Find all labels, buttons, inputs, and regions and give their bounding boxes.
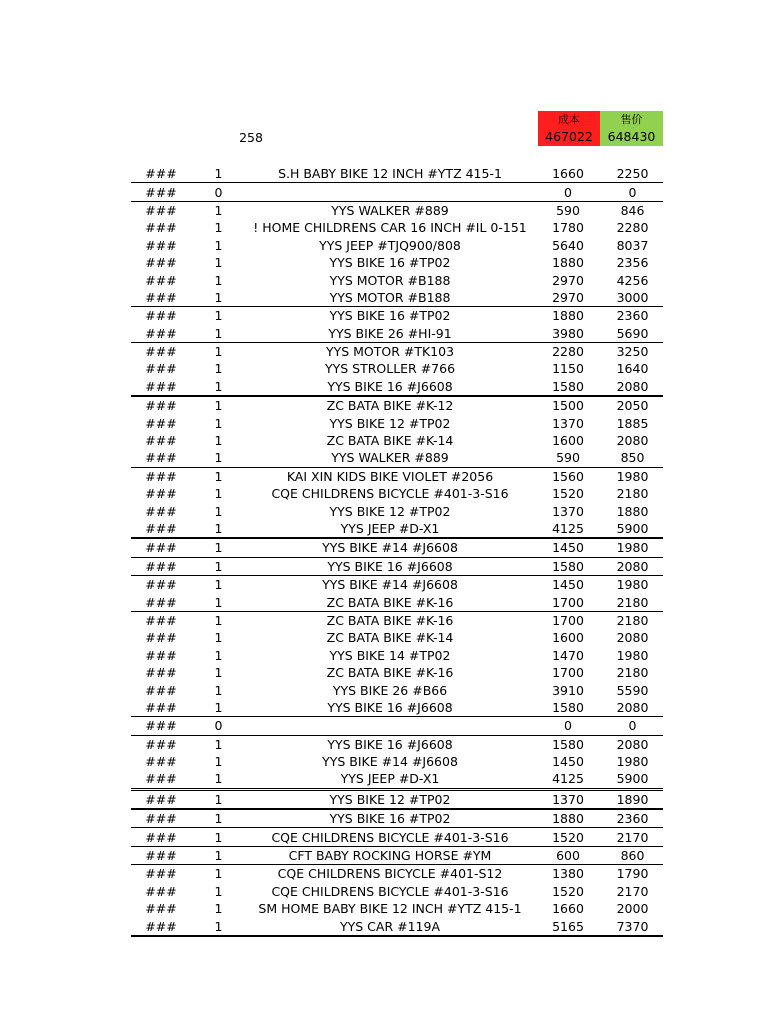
table-row bbox=[131, 538, 663, 557]
date-cell: ### bbox=[145, 202, 177, 218]
sale-price-cell: 1980 bbox=[616, 647, 649, 663]
quantity-cell: 1 bbox=[191, 325, 246, 343]
product-name-cell: YYS MOTOR #TK103 bbox=[325, 344, 455, 360]
date-cell: ### bbox=[145, 468, 177, 484]
quantity-cell: 1 bbox=[214, 255, 223, 271]
cost-cell: 1660 bbox=[552, 901, 584, 917]
product-name-cell: YYS BIKE 12 #TP02 bbox=[329, 415, 451, 431]
date-cell: ### bbox=[131, 828, 191, 846]
sale-price-cell: 1890 bbox=[602, 789, 663, 809]
date-cell: ### bbox=[131, 538, 191, 557]
sale-price-cell: 1980 bbox=[602, 538, 663, 557]
cost-cell: 1880 bbox=[534, 809, 602, 828]
quantity-cell: 1 bbox=[191, 449, 246, 467]
table-row bbox=[131, 809, 663, 828]
cost-header-label: 成本 bbox=[558, 113, 580, 126]
quantity-cell: 1 bbox=[191, 828, 246, 846]
table-row bbox=[131, 237, 663, 254]
sales-table bbox=[131, 165, 663, 937]
product-name-cell: YYS BIKE #14 #J6608 bbox=[246, 538, 534, 557]
sale-price-cell: 2000 bbox=[616, 901, 649, 917]
cost-cell: 1370 bbox=[534, 789, 602, 809]
date-cell: ### bbox=[131, 289, 191, 307]
cost-cell: 2970 bbox=[534, 289, 602, 307]
table-row bbox=[131, 485, 663, 502]
sale-total: 648430 bbox=[607, 129, 656, 144]
date-cell: ### bbox=[145, 630, 177, 646]
table-row bbox=[131, 219, 663, 236]
date-cell: ### bbox=[145, 398, 177, 414]
table-row bbox=[131, 342, 663, 360]
cost-cell: 1580 bbox=[534, 378, 602, 396]
table-row bbox=[131, 432, 663, 449]
date-cell: ### bbox=[145, 308, 177, 324]
sale-price-cell: 2280 bbox=[616, 220, 649, 236]
sale-price-cell: 5900 bbox=[602, 520, 663, 538]
sale-price-cell: 2080 bbox=[616, 433, 649, 449]
quantity-cell: 1 bbox=[191, 289, 246, 307]
quantity-cell: 1 bbox=[214, 415, 223, 431]
sale-price-cell: 2360 bbox=[616, 308, 649, 324]
date-cell: ### bbox=[131, 593, 191, 611]
quantity-cell: 1 bbox=[214, 433, 223, 449]
product-name-cell: ZC BATA BIKE #K-14 bbox=[326, 433, 454, 449]
table-row bbox=[131, 557, 663, 575]
quantity-cell: 1 bbox=[214, 202, 223, 218]
quantity-cell: 1 bbox=[191, 846, 246, 864]
sale-price-cell: 2356 bbox=[616, 255, 649, 271]
table-row bbox=[131, 183, 663, 201]
product-name-cell: ZC BATA BIKE #K-16 bbox=[246, 593, 534, 611]
product-name-cell: CQE CHILDRENS BICYCLE #401-3-S16 bbox=[271, 883, 509, 899]
cost-cell: 2970 bbox=[552, 272, 584, 288]
quantity-cell: 1 bbox=[191, 378, 246, 396]
date-cell: ### bbox=[145, 433, 177, 449]
product-name-cell: YYS BIKE #14 #J6608 bbox=[322, 577, 458, 593]
quantity-cell: 1 bbox=[191, 699, 246, 717]
table-row bbox=[131, 900, 663, 917]
table-row bbox=[131, 502, 663, 519]
date-cell: ### bbox=[131, 378, 191, 396]
product-name-cell bbox=[246, 183, 534, 201]
sale-price-cell: 5690 bbox=[602, 325, 663, 343]
date-cell: ### bbox=[131, 699, 191, 717]
sale-price-cell: 2180 bbox=[616, 612, 649, 628]
table-row bbox=[131, 629, 663, 646]
table-row bbox=[131, 681, 663, 698]
cost-cell: 1880 bbox=[552, 308, 584, 324]
sale-header-cell bbox=[600, 111, 663, 146]
cost-cell: 2280 bbox=[552, 344, 584, 360]
date-cell: ### bbox=[145, 272, 177, 288]
product-name-cell: YYS BIKE 16 #TP02 bbox=[329, 255, 451, 271]
cost-cell: 1660 bbox=[534, 165, 602, 183]
sale-price-cell: 2080 bbox=[602, 557, 663, 575]
table-row bbox=[131, 753, 663, 770]
product-name-cell: YYS JEEP #D-X1 bbox=[246, 770, 534, 789]
sale-price-cell: 0 bbox=[602, 717, 663, 735]
date-cell: ### bbox=[145, 255, 177, 271]
date-cell: ### bbox=[145, 503, 177, 519]
table-row bbox=[131, 307, 663, 325]
cost-cell: 1580 bbox=[534, 699, 602, 717]
date-cell: ### bbox=[131, 520, 191, 538]
product-name-cell: YYS STROLLER #766 bbox=[324, 361, 456, 377]
cost-cell: 0 bbox=[534, 183, 602, 201]
cost-cell: 3910 bbox=[552, 682, 584, 698]
product-name-cell: YYS JEEP #TJQ900/808 bbox=[319, 237, 461, 253]
date-cell: ### bbox=[131, 846, 191, 864]
cost-cell: 4125 bbox=[534, 520, 602, 538]
sale-price-cell: 8037 bbox=[616, 237, 649, 253]
table-row bbox=[131, 467, 663, 485]
sale-price-cell: 860 bbox=[602, 846, 663, 864]
summary-count: 258 bbox=[239, 130, 263, 145]
table-row bbox=[131, 575, 663, 593]
product-name-cell: S.H BABY BIKE 12 INCH #YTZ 415-1 bbox=[246, 165, 534, 183]
cost-cell: 1700 bbox=[534, 593, 602, 611]
sale-price-cell: 2080 bbox=[602, 699, 663, 717]
cost-cell: 1780 bbox=[552, 220, 584, 236]
product-name-cell: YYS BIKE 16 #J6608 bbox=[246, 378, 534, 396]
product-name-cell: YYS BIKE 12 #TP02 bbox=[329, 503, 451, 519]
table-row bbox=[131, 883, 663, 900]
cost-cell: 1700 bbox=[552, 612, 584, 628]
cost-cell: 5165 bbox=[534, 917, 602, 935]
product-name-cell: YYS WALKER #889 bbox=[246, 449, 534, 467]
table-row bbox=[131, 325, 663, 343]
quantity-cell: 1 bbox=[214, 736, 223, 752]
sale-price-cell: 2170 bbox=[616, 883, 649, 899]
sale-header-label: 售价 bbox=[620, 113, 643, 126]
date-cell: ### bbox=[145, 883, 177, 899]
sale-price-cell: 5900 bbox=[602, 770, 663, 789]
product-name-cell: YYS MOTOR #B188 bbox=[329, 272, 451, 288]
cost-cell: 1370 bbox=[552, 503, 584, 519]
cost-cell: 1370 bbox=[552, 415, 584, 431]
product-name-cell: YYS JEEP #D-X1 bbox=[246, 520, 534, 538]
cost-cell: 1450 bbox=[534, 538, 602, 557]
cost-cell: 1880 bbox=[552, 255, 584, 271]
quantity-cell: 1 bbox=[191, 789, 246, 809]
quantity-cell: 1 bbox=[214, 220, 223, 236]
cost-cell: 590 bbox=[534, 449, 602, 467]
quantity-cell: 1 bbox=[191, 809, 246, 828]
sale-price-cell: 846 bbox=[620, 202, 645, 218]
sale-price-cell: 850 bbox=[602, 449, 663, 467]
quantity-cell: 1 bbox=[191, 917, 246, 935]
table-row bbox=[131, 378, 663, 396]
date-cell: ### bbox=[145, 901, 177, 917]
product-name-cell: YYS BIKE 12 #TP02 bbox=[246, 789, 534, 809]
quantity-cell: 0 bbox=[191, 717, 246, 735]
cost-cell: 4125 bbox=[534, 770, 602, 789]
date-cell: ### bbox=[145, 665, 177, 681]
table-row bbox=[131, 593, 663, 611]
sale-price-cell: 2080 bbox=[616, 736, 649, 752]
cost-cell: 1520 bbox=[552, 883, 584, 899]
table-row bbox=[131, 165, 663, 183]
table-row bbox=[131, 735, 663, 753]
date-cell: ### bbox=[131, 325, 191, 343]
sale-price-cell: 2170 bbox=[602, 828, 663, 846]
cost-cell: 1500 bbox=[552, 398, 584, 414]
table-row bbox=[131, 789, 663, 809]
product-name-cell: YYS MOTOR #B188 bbox=[246, 289, 534, 307]
date-cell: ### bbox=[131, 717, 191, 735]
date-cell: ### bbox=[145, 577, 177, 593]
sale-price-cell: 2080 bbox=[602, 378, 663, 396]
sale-price-cell: 1640 bbox=[616, 361, 649, 377]
cost-header-cell bbox=[538, 111, 600, 146]
cost-cell: 1700 bbox=[552, 665, 584, 681]
product-name-cell: ZC BATA BIKE #K-16 bbox=[326, 612, 454, 628]
cost-total: 467022 bbox=[545, 129, 593, 144]
quantity-cell: 1 bbox=[191, 165, 246, 183]
table-row bbox=[131, 360, 663, 377]
date-cell: ### bbox=[131, 789, 191, 809]
table-row bbox=[131, 289, 663, 307]
cost-cell: 1150 bbox=[552, 361, 584, 377]
quantity-cell: 1 bbox=[214, 272, 223, 288]
product-name-cell: ZC BATA BIKE #K-14 bbox=[326, 630, 454, 646]
table-row bbox=[131, 770, 663, 789]
cost-cell: 3980 bbox=[534, 325, 602, 343]
quantity-cell: 1 bbox=[214, 665, 223, 681]
date-cell: ### bbox=[145, 237, 177, 253]
date-cell: ### bbox=[131, 557, 191, 575]
product-name-cell: YYS BIKE 26 #B66 bbox=[332, 682, 448, 698]
product-name-cell: YYS BIKE 14 #TP02 bbox=[329, 647, 451, 663]
sale-price-cell: 1980 bbox=[616, 577, 649, 593]
date-cell: ### bbox=[131, 770, 191, 789]
table-row bbox=[131, 611, 663, 629]
cost-cell: 5640 bbox=[552, 237, 584, 253]
quantity-cell: 1 bbox=[214, 647, 223, 663]
quantity-cell: 1 bbox=[214, 503, 223, 519]
sale-price-cell: 1885 bbox=[616, 415, 649, 431]
cost-cell: 1450 bbox=[552, 754, 584, 770]
sale-price-cell: 2180 bbox=[602, 593, 663, 611]
cost-cell: 590 bbox=[556, 202, 580, 218]
product-name-cell: KAI XIN KIDS BIKE VIOLET #2056 bbox=[286, 468, 494, 484]
table-row bbox=[131, 828, 663, 846]
quantity-cell: 1 bbox=[214, 577, 223, 593]
cost-cell: 1380 bbox=[552, 866, 584, 882]
cost-cell: 0 bbox=[534, 717, 602, 735]
date-cell: ### bbox=[145, 220, 177, 236]
quantity-cell: 1 bbox=[214, 612, 223, 628]
table-row bbox=[131, 396, 663, 414]
sale-price-cell: 2050 bbox=[616, 398, 649, 414]
quantity-cell: 1 bbox=[191, 538, 246, 557]
date-cell: ### bbox=[145, 612, 177, 628]
cost-cell: 1450 bbox=[552, 577, 584, 593]
quantity-cell: 1 bbox=[214, 630, 223, 646]
product-name-cell: YYS BIKE 16 #J6608 bbox=[246, 699, 534, 717]
quantity-cell: 1 bbox=[214, 398, 223, 414]
date-cell: ### bbox=[145, 682, 177, 698]
product-name-cell: CFT BABY ROCKING HORSE #YM bbox=[246, 846, 534, 864]
table-row bbox=[131, 647, 663, 664]
product-name-cell: YYS BIKE #14 #J6608 bbox=[322, 754, 458, 770]
table-row bbox=[131, 699, 663, 717]
table-row bbox=[131, 717, 663, 735]
date-cell: ### bbox=[145, 361, 177, 377]
date-cell: ### bbox=[145, 736, 177, 752]
sale-price-cell: 1880 bbox=[616, 503, 649, 519]
table-row bbox=[131, 664, 663, 681]
cost-cell: 1580 bbox=[534, 557, 602, 575]
product-name-cell: SM HOME BABY BIKE 12 INCH #YTZ 415-1 bbox=[258, 901, 522, 917]
quantity-cell: 1 bbox=[214, 866, 223, 882]
date-cell: ### bbox=[145, 415, 177, 431]
date-cell: ### bbox=[131, 809, 191, 828]
date-cell: ### bbox=[131, 165, 191, 183]
date-cell: ### bbox=[131, 917, 191, 935]
product-name-cell: ZC BATA BIKE #K-16 bbox=[326, 665, 454, 681]
table-row bbox=[131, 865, 663, 883]
product-name-cell: YYS BIKE 16 #J6608 bbox=[327, 736, 453, 752]
cost-cell: 1520 bbox=[534, 828, 602, 846]
table-row bbox=[131, 254, 663, 271]
date-cell: ### bbox=[145, 866, 177, 882]
quantity-cell: 1 bbox=[191, 770, 246, 789]
sale-price-cell: 3000 bbox=[602, 289, 663, 307]
table-row bbox=[131, 917, 663, 935]
cost-cell: 1600 bbox=[552, 630, 584, 646]
product-name-cell bbox=[246, 717, 534, 735]
date-cell: ### bbox=[131, 183, 191, 201]
quantity-cell: 1 bbox=[191, 520, 246, 538]
cost-cell: 1600 bbox=[552, 433, 584, 449]
quantity-cell: 1 bbox=[214, 682, 223, 698]
table-row bbox=[131, 449, 663, 467]
quantity-cell: 1 bbox=[214, 754, 223, 770]
date-cell: ### bbox=[145, 344, 177, 360]
cost-cell: 1470 bbox=[552, 647, 584, 663]
quantity-cell: 1 bbox=[214, 308, 223, 324]
sale-price-cell: 2250 bbox=[602, 165, 663, 183]
sale-price-cell: 1980 bbox=[616, 754, 649, 770]
quantity-cell: 1 bbox=[214, 883, 223, 899]
quantity-cell: 1 bbox=[214, 468, 223, 484]
cost-cell: 1580 bbox=[552, 736, 584, 752]
table-row bbox=[131, 271, 663, 288]
quantity-cell: 1 bbox=[214, 237, 223, 253]
product-name-cell: CQE CHILDRENS BICYCLE #401-3-S16 bbox=[246, 828, 534, 846]
sale-price-cell: 7370 bbox=[602, 917, 663, 935]
date-cell: ### bbox=[145, 486, 177, 502]
product-name-cell: ! HOME CHILDRENS CAR 16 INCH #IL 0-151 bbox=[253, 220, 527, 236]
sale-price-cell: 2180 bbox=[616, 665, 649, 681]
quantity-cell: 1 bbox=[214, 901, 223, 917]
sale-price-cell: 1980 bbox=[616, 468, 649, 484]
table-row bbox=[131, 520, 663, 538]
date-cell: ### bbox=[145, 754, 177, 770]
quantity-cell: 1 bbox=[214, 486, 223, 502]
date-cell: ### bbox=[131, 449, 191, 467]
product-name-cell: CQE CHILDRENS BICYCLE #401-3-S16 bbox=[271, 486, 509, 502]
product-name-cell: YYS BIKE 16 #J6608 bbox=[246, 557, 534, 575]
sale-price-cell: 1790 bbox=[616, 866, 649, 882]
quantity-cell: 1 bbox=[191, 557, 246, 575]
sale-price-cell: 2080 bbox=[616, 630, 649, 646]
quantity-cell: 1 bbox=[214, 344, 223, 360]
table-row bbox=[131, 846, 663, 864]
quantity-cell: 1 bbox=[191, 593, 246, 611]
table-row bbox=[131, 201, 663, 219]
product-name-cell: YYS BIKE 16 #TP02 bbox=[246, 809, 534, 828]
sale-price-cell: 3250 bbox=[616, 344, 649, 360]
sale-price-cell: 5590 bbox=[616, 682, 649, 698]
cost-cell: 1560 bbox=[552, 468, 584, 484]
product-name-cell: YYS BIKE 26 #HI-91 bbox=[246, 325, 534, 343]
product-name-cell: CQE CHILDRENS BICYCLE #401-S12 bbox=[277, 866, 503, 882]
sale-price-cell: 2360 bbox=[602, 809, 663, 828]
sale-price-cell: 4256 bbox=[616, 272, 649, 288]
cost-cell: 1520 bbox=[552, 486, 584, 502]
product-name-cell: YYS CAR #119A bbox=[246, 917, 534, 935]
quantity-cell: 1 bbox=[214, 361, 223, 377]
table-row bbox=[131, 414, 663, 431]
quantity-cell: 0 bbox=[191, 183, 246, 201]
product-name-cell: YYS BIKE 16 #TP02 bbox=[329, 308, 451, 324]
product-name-cell: ZC BATA BIKE #K-12 bbox=[326, 398, 454, 414]
date-cell: ### bbox=[145, 647, 177, 663]
cost-cell: 600 bbox=[534, 846, 602, 864]
sale-price-cell: 0 bbox=[602, 183, 663, 201]
product-name-cell: YYS WALKER #889 bbox=[331, 202, 449, 218]
sale-price-cell: 2180 bbox=[616, 486, 649, 502]
